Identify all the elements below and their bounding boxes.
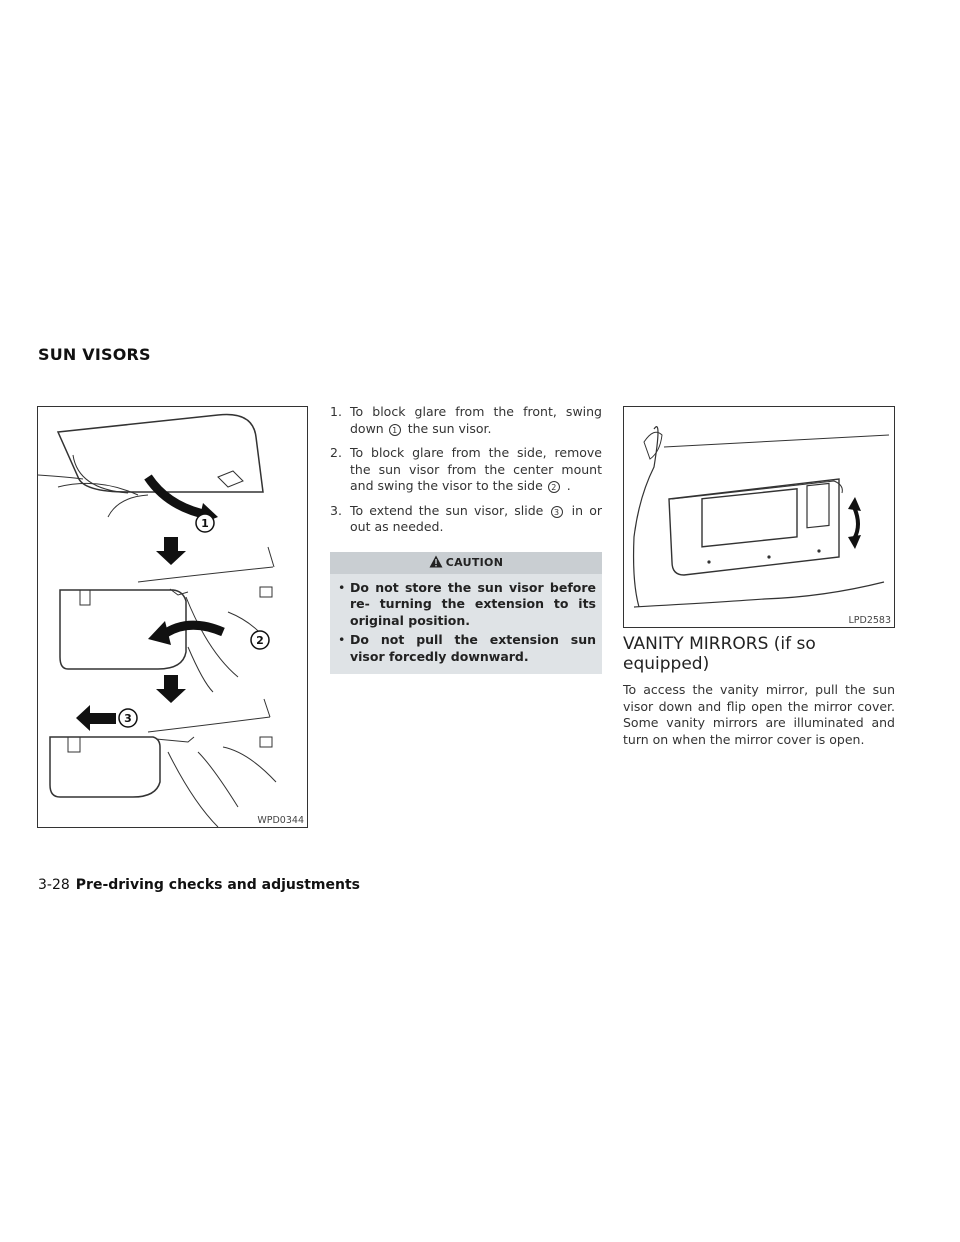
vanity-heading: VANITY MIRRORS (if so equipped) (623, 634, 816, 674)
callout-label-2: 2 (256, 634, 264, 647)
caution-item: • Do not store the sun visor before re- turning the extension to its original position. (338, 580, 596, 630)
callout-icon: 1 (389, 424, 401, 436)
page-footer (38, 877, 360, 893)
vanity-mirror-illustration (623, 406, 895, 628)
section-title: SUN VISORS (38, 345, 151, 364)
page-number: 3-28 (38, 877, 70, 893)
chapter-title: Pre-driving checks and adjustments (75, 877, 360, 893)
step-2: 2. To block glare from the side, remove the sun visor from the center mount and swing the visor to the side 2 . (330, 445, 602, 493)
figure-code-right: LPD2583 (848, 615, 891, 626)
callout-label-1: 1 (201, 517, 209, 530)
warning-icon (429, 554, 443, 576)
vanity-section (623, 634, 895, 748)
caution-item: • Do not pull the extension sun visor forcedly downward. (338, 632, 596, 665)
callout-label-3: 3 (124, 712, 132, 725)
sun-visor-drawing (38, 407, 308, 827)
callout-icon: 2 (548, 481, 560, 493)
vanity-mirror-drawing (624, 407, 894, 627)
vanity-text: To access the vanity mirror, pull the sun visor down and flip open the mirror cover. Some vanity mirrors are illuminated and turn on when the mirror cover is open. (623, 682, 895, 747)
instructions-column (330, 404, 602, 674)
caution-box (330, 552, 602, 675)
step-3: 3. To extend the sun visor, slide 3 in or out as needed. (330, 502, 602, 534)
callout-icon: 3 (551, 506, 563, 518)
step-1: 1. To block glare from the front, swing down 1 the sun visor. (330, 404, 602, 436)
sun-visor-illustration (37, 406, 308, 828)
caution-header: CAUTION (330, 552, 602, 574)
figure-code-left: WPD0344 (257, 815, 304, 826)
